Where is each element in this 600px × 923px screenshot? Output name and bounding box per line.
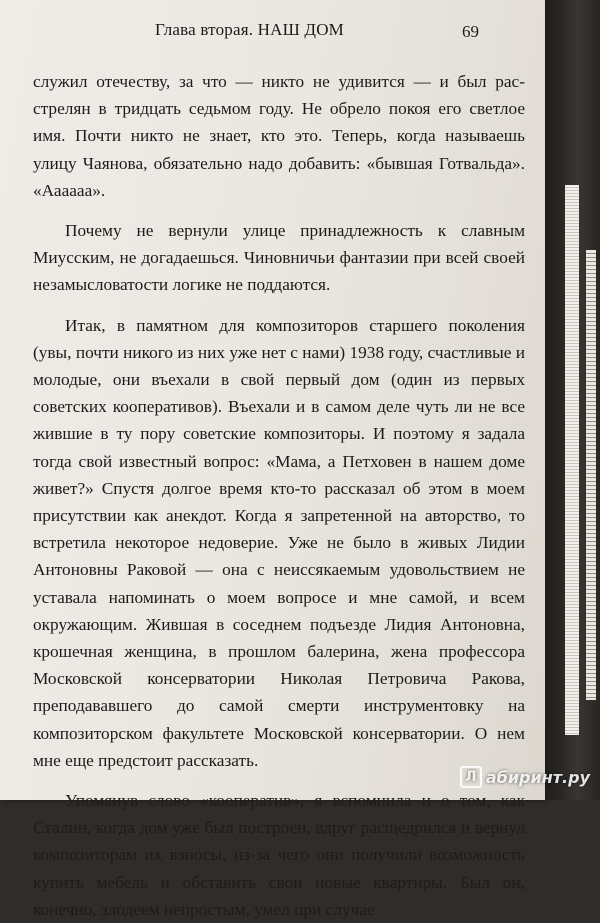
watermark [460, 766, 590, 788]
page-number: 69 [462, 22, 479, 41]
body-text [33, 68, 525, 923]
paragraph: Упомянув слово «кооператив», я вспомнила и о том, как Сталин, когда дом уже был построен, вдруг расщедрился и вернул композиторам их взносы, из-за чего они получили возможность купить мебель и обставить свои новые квартиры. Был он, конечно, злодеем непростым, умел при случае [33, 791, 525, 919]
running-title: Глава вторая. НАШ ДОМ [155, 20, 344, 39]
page-stack-edge [586, 250, 596, 700]
page-stack-edge [565, 185, 579, 735]
labirint-logo-icon: Л [460, 766, 482, 788]
paragraph: Итак, в памятном для композиторов старшего поколения (увы, почти никого из них уже нет с нами) 1938 году, счастливые и молодые, они въехали в свой первый дом (один из первых советских кооперативов). Въехали и в самом деле чуть ли не все жившие в ту пору советские композиторы. И поэтому я задала тогда свой известный вопрос: «Мама, а Петховен в нашем доме живет?» Спустя долгое время кто-то рассказал об этом в моем присутствии как анекдот. Когда я запретенной на авторство, то встретила некоторое недоверие. Уже не было в живых Лидии Антоновны Раковой — она с неиссякаемым удовольствием не уставала напоминать о моем вопросе и мне самой, и всем окружающим. Жившая в соседнем подъезде Лидия Антоновна, крошечная женщина, в прошлом балерина, жена профессора Московской консерватории Николая Петровича Ракова, преподававшего до самой смерти инструментовку на композиторском факультете Московской консерватории. О нем мне еще предстоит рассказать. [33, 315, 525, 770]
watermark-text: абиринт.ру [485, 767, 590, 787]
paragraph: служил отечеству, за что — никто не удивится — и был расстрелян в тридцать седьмом году. Не обрело покоя его светлое имя. Почти никто не знает, кто это. Теперь, когда называешь улицу Чаянова, обязательно надо добавить: «бывшая Готвальда». «Аааааа». [33, 72, 525, 200]
paragraph: Почему не вернули улице принадлежность к славным Миусским, не догадаешься. Чиновничьи фантазии при всей своей незамысловатости логике не поддаются. [33, 221, 525, 295]
